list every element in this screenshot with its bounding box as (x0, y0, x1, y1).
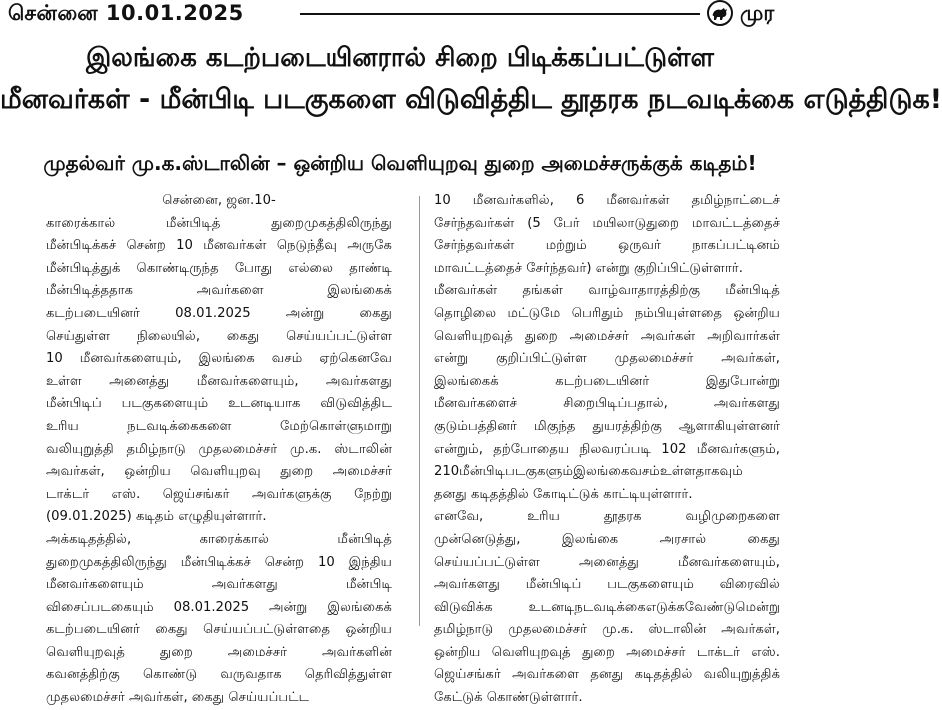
dateline: சென்னை 10.01.2025 (8, 1, 244, 25)
article-line: அக்கடிதத்தில், காரைக்கால் மீன்பிடித் (46, 531, 392, 547)
article-line: உரிய நடவடிக்கைகளை மேற்கொள்ளுமாறு (46, 418, 392, 434)
headline-line-1: இலங்கை கடற்படையினரால் சிறை பிடிக்கப்பட்டுள்ள (85, 43, 715, 73)
article-line: வெளியுறவுத் துறை அமைச்சர் அவர்கள் அறிவார்கள் (434, 328, 780, 344)
column-divider (419, 196, 420, 626)
header-rule (300, 13, 700, 15)
article-line: தொழிலை மட்டுமே பெரிதும் நம்பியுள்ளதை ஒன்றிய (434, 305, 780, 321)
article-line: என்று குறிப்பிட்டுள்ள முதலமைச்சர் அவர்கள், (434, 351, 780, 367)
article-line: மீன்பிடித்துக் கொண்டிருந்த போது எல்லை தாண்டி (46, 260, 392, 276)
article-line: வலியுறுத்தி தமிழ்நாடு முதலமைச்சர் மு.க. ஸ்டாலின் (46, 441, 392, 457)
article-line: 10 மீனவர்களையும், இலங்கை வசம் ஏற்கெனவே (46, 351, 392, 367)
article-line: துறைமுகத்திலிருந்து மீன்பிடிக்கச் சென்ற 10 இந்திய (46, 554, 392, 570)
article-line: முன்னெடுத்து, இலங்கை அரசால் கைது (434, 531, 780, 547)
masthead: முர (740, 1, 775, 25)
article-line: கவனத்திற்கு கொண்டு வருவதாக தெரிவித்துள்ள (46, 667, 392, 683)
article-left-column (46, 190, 392, 710)
article-right-column (434, 190, 780, 710)
article-line: மீனவர்கள் தங்கள் வாழ்வாதாரத்திற்கு மீன்பிடித் (434, 283, 780, 299)
article-line: விசைப்படகையும் 08.01.2025 அன்று இலங்கைக் (46, 599, 392, 615)
article-line: டாக்டர் எஸ். ஜெய்சங்கர் அவர்களுக்கு நேற்று (46, 486, 392, 502)
article-line: மாவட்டத்தைச் சேர்ந்தவர்) என்று குறிப்பிட்டுள்ளார். (434, 260, 743, 276)
article-line: வெளியுறவுத் துறை அமைச்சர் அவர்களின் (46, 644, 392, 660)
article-line: செய்யப்பட்டுள்ள அனைத்து மீனவர்களையும், (434, 554, 780, 570)
article-line: அவர்கள், ஒன்றிய வெளியுறவு துறை அமைச்சர் (46, 464, 392, 480)
article-line: ஜெய்சங்கர் அவர்களை தனது கடிதத்தில் வலியுறுத்திக் (434, 667, 780, 683)
article-line: காரைக்கால் மீன்பிடித் துறைமுகத்திலிருந்து (46, 215, 392, 231)
article-line: சேர்ந்தவர்கள் மற்றும் ஒருவர் நாகப்பட்டினம் (434, 238, 780, 254)
article-line: அவர்களது மீன்பிடிப் படகுகளையும் விரைவில் (434, 577, 780, 593)
article-line: மீன்பிடிப் படகுகளையும் உடனடியாக விடுவித்திட (46, 396, 392, 412)
article-line: சென்னை, ஜன.10- (162, 193, 276, 208)
article-line: தமிழ்நாடு முதலமைச்சர் மு.க. ஸ்டாலின் அவர்கள், (434, 622, 780, 638)
article-line: என்றும், தற்போதைய நிலவரப்படி 102 மீனவர்களும், (434, 441, 780, 457)
headline-line-3: முதல்வர் மு.க.ஸ்டாலின் – ஒன்றிய வெளியுறவு துறை அமைச்சருக்குக் கடிதம்! (43, 151, 757, 175)
article-line: சேர்ந்தவர்கள் (5 பேர் மயிலாடுதுறை மாவட்டத்தைச் (434, 215, 780, 231)
article-line: மீன்பிடிக்கச் சென்ற 10 மீனவர்கள் நெடுந்தீவு அருகே (46, 238, 392, 254)
article-line: ஒன்றிய வெளியுறவுத் துறை அமைச்சர் டாக்டர் எஸ். (434, 644, 780, 660)
bull-emblem-icon (707, 0, 733, 26)
article-line: கடற்படையினர் 08.01.2025 அன்று கைது (46, 305, 392, 321)
article-line: (09.01.2025) கடிதம் எழுதியுள்ளார். (46, 509, 267, 525)
article-line: 10 மீனவர்களில், 6 மீனவர்கள் தமிழ்நாட்டைச் (434, 193, 780, 208)
article-line: உள்ள அனைத்து மீனவர்களையும், அவர்களது (46, 373, 392, 389)
article-line: எனவே, உரிய தூதரக வழிமுறைகளை (434, 509, 780, 525)
headline-line-2: மீனவர்கள் - மீன்பிடி படகுகளை விடுவித்திட தூதரக நடவடிக்கை எடுத்திடுக! (0, 84, 942, 115)
article-line: மீனவர்களையும் அவர்களது மீன்பிடி (46, 577, 392, 593)
article-line: இலங்கைக் கடற்படையினர் இதுபோன்று (434, 373, 780, 389)
article-line: தனது கடிதத்தில் கோடிட்டுக் காட்டியுள்ளார். (434, 486, 693, 502)
article-line: மீனவர்களைச் சிறைபிடிப்பதால், அவர்களது (434, 396, 780, 412)
article-line: விடுவிக்க உடனடிநடவடிக்கைஎடுக்கவேண்டுமென்று (434, 599, 780, 615)
article-line: முதலமைச்சர் அவர்கள், கைது செய்யப்பட்ட (46, 690, 310, 706)
article-line: மீன்பிடித்ததாக அவர்களை இலங்கைக் (46, 283, 392, 299)
article-line: 210மீன்பிடிபடகுகளும்இலங்கைவசம்உள்ளதாகவும் (434, 464, 743, 480)
article-line: கேட்டுக் கொண்டுள்ளார். (434, 690, 583, 706)
top-bar (0, 0, 800, 30)
article-line: கடற்படையினர் கைது செய்யப்பட்டுள்ளதை ஒன்றிய (46, 622, 392, 638)
article-line: குடும்பத்தினர் மிகுந்த துயரத்திற்கு ஆளாகியுள்ளனர் (434, 418, 780, 434)
article-line: செய்துள்ள நிலையில், கைது செய்யப்பட்டுள்ள (46, 328, 392, 344)
